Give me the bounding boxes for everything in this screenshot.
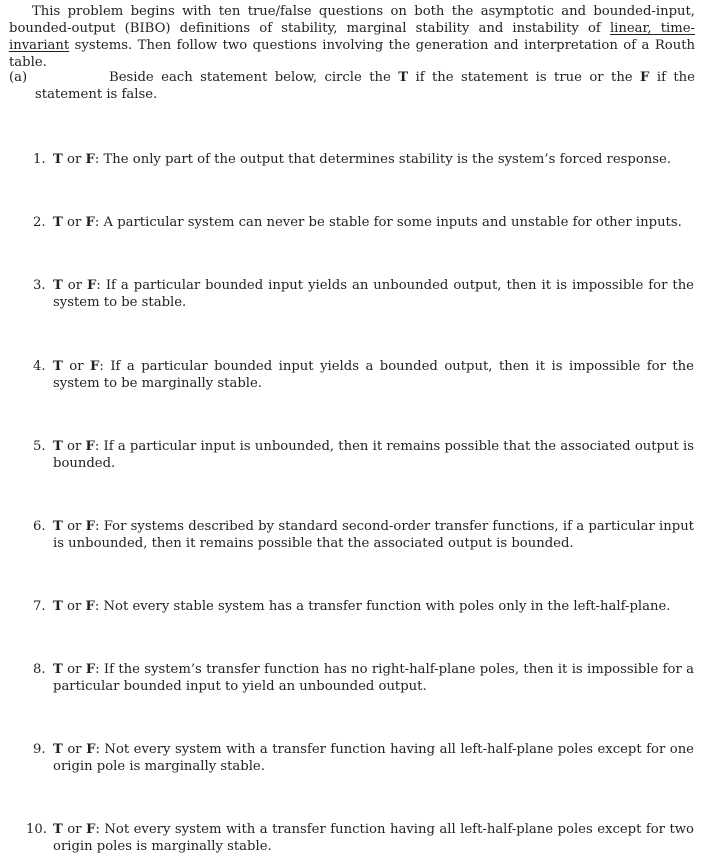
question-text: If the system’s transfer function has no right-half-plane poles, then it is impossible for a particular bounded input to yield an unbounded output. bbox=[53, 662, 694, 694]
true-option[interactable]: T bbox=[53, 215, 63, 230]
true-option[interactable]: T bbox=[53, 519, 63, 534]
question-text: Not every system with a transfer function having all left-half-plane poles except for one origin pole is marginally stable. bbox=[53, 742, 694, 774]
false-option[interactable]: F bbox=[87, 278, 97, 293]
part-a-instructions bbox=[9, 69, 695, 103]
colon: : bbox=[94, 599, 100, 614]
question-3 bbox=[33, 277, 694, 311]
true-option[interactable]: T bbox=[53, 359, 63, 374]
question-number: 8. bbox=[33, 662, 46, 677]
true-option[interactable]: T bbox=[53, 742, 63, 757]
colon: : bbox=[95, 822, 100, 837]
question-number: 1. bbox=[33, 152, 46, 167]
colon: : bbox=[95, 742, 100, 757]
or-text: or bbox=[62, 822, 87, 837]
question-8 bbox=[33, 661, 694, 695]
question-number: 10. bbox=[26, 822, 47, 837]
question-10 bbox=[26, 821, 694, 855]
true-option[interactable]: T bbox=[53, 278, 63, 293]
question-text: The only part of the output that determines stability is the system’s forced response. bbox=[99, 152, 672, 167]
colon: : bbox=[95, 519, 100, 534]
or-text: or bbox=[62, 599, 86, 614]
question-text: Not every stable system has a transfer function with poles only in the left-half-plane. bbox=[99, 599, 671, 614]
question-number: 7. bbox=[33, 599, 46, 614]
or-text: or bbox=[62, 152, 86, 167]
true-option[interactable]: T bbox=[53, 599, 63, 614]
question-text: If a particular bounded input yields an unbounded output, then it is impossible for the system to be stable. bbox=[53, 278, 694, 310]
colon: : bbox=[94, 215, 100, 230]
question-2 bbox=[33, 214, 694, 231]
false-option[interactable]: F bbox=[86, 822, 96, 837]
colon: : bbox=[94, 152, 100, 167]
colon: : bbox=[95, 662, 100, 677]
intro-text-after: systems. Then follow two questions involving the generation and interpretation of a Routh table. bbox=[9, 38, 695, 70]
part-a-f: F bbox=[640, 70, 650, 85]
question-text: For systems described by standard second-order transfer functions, if a particular input is unbounded, then it remains possible that the associated output is bounded. bbox=[53, 519, 694, 551]
false-option[interactable]: F bbox=[85, 152, 95, 167]
false-option[interactable]: F bbox=[85, 215, 95, 230]
colon: : bbox=[99, 359, 104, 374]
false-option[interactable]: F bbox=[90, 359, 100, 374]
colon: : bbox=[96, 278, 101, 293]
or-text: or bbox=[62, 359, 91, 374]
false-option[interactable]: F bbox=[85, 662, 96, 677]
question-number: 6. bbox=[33, 519, 46, 534]
part-a-text-3: if the statement is false. bbox=[35, 70, 695, 102]
question-4 bbox=[33, 358, 694, 392]
or-text: or bbox=[62, 662, 86, 677]
question-1 bbox=[33, 151, 694, 168]
question-number: 9. bbox=[33, 742, 46, 757]
question-text: A particular system can never be stable for some inputs and unstable for other inputs. bbox=[99, 215, 682, 230]
intro-paragraph bbox=[9, 3, 695, 71]
part-a-text-2: if the statement is true or the bbox=[408, 70, 641, 85]
part-a-t: T bbox=[398, 70, 409, 85]
part-a-label: (a) bbox=[9, 70, 28, 85]
or-text: or bbox=[62, 742, 87, 757]
intro-text-before: This problem begins with ten true/false questions on both the asymptotic and bounded-input, bounded-output (BIBO) definitions of stability, marginal stability and instability of bbox=[9, 4, 695, 36]
question-text: If a particular input is unbounded, then it remains possible that the associated output is bounded. bbox=[53, 439, 694, 471]
true-option[interactable]: T bbox=[53, 662, 63, 677]
false-option[interactable]: F bbox=[85, 439, 95, 454]
question-9 bbox=[33, 741, 694, 775]
question-7 bbox=[33, 598, 694, 615]
false-option[interactable]: F bbox=[85, 599, 95, 614]
false-option[interactable]: F bbox=[85, 519, 95, 534]
question-number: 5. bbox=[33, 439, 46, 454]
true-option[interactable]: T bbox=[53, 822, 63, 837]
question-number: 2. bbox=[33, 215, 46, 230]
or-text: or bbox=[62, 278, 88, 293]
question-6 bbox=[33, 518, 694, 552]
or-text: or bbox=[62, 519, 86, 534]
false-option[interactable]: F bbox=[86, 742, 96, 757]
true-option[interactable]: T bbox=[53, 439, 63, 454]
or-text: or bbox=[62, 215, 86, 230]
or-text: or bbox=[62, 439, 86, 454]
true-option[interactable]: T bbox=[53, 152, 63, 167]
question-text: If a particular bounded input yields a bounded output, then it is impossible for the system to be marginally stable. bbox=[53, 359, 694, 391]
part-a-text bbox=[9, 69, 695, 103]
intro-underlined-term: linear, time-invariant bbox=[9, 21, 696, 53]
question-text: Not every system with a transfer function having all left-half-plane poles except for two origin poles is marginally stable. bbox=[53, 822, 694, 854]
part-a-text-1: Beside each statement below, circle the bbox=[109, 70, 399, 85]
question-number: 3. bbox=[33, 278, 46, 293]
colon: : bbox=[94, 439, 100, 454]
question-number: 4. bbox=[33, 359, 46, 374]
question-5 bbox=[33, 438, 694, 472]
